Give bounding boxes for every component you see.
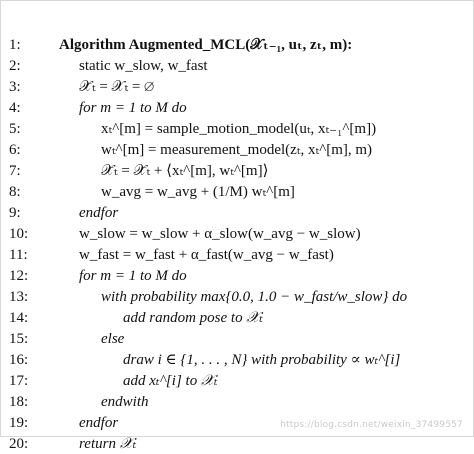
line-number-9: 9: xyxy=(9,205,21,221)
line-number-7: 7: xyxy=(9,163,21,179)
line-number-4: 4: xyxy=(9,100,21,116)
code-line-7: 𝒳̄ₜ = 𝒳̄ₜ + ⟨xₜ^[m], wₜ^[m]⟩ xyxy=(101,163,269,179)
code-line-14: add random pose to 𝒳ₜ xyxy=(123,310,263,326)
line-number-13: 13: xyxy=(9,289,29,305)
line-number-16: 16: xyxy=(9,352,29,368)
line-number-3: 3: xyxy=(9,79,21,95)
code-line-9: endfor xyxy=(79,205,119,221)
code-line-18: endwith xyxy=(101,394,149,410)
line-number-10: 10: xyxy=(9,226,29,242)
code-line-11: w_fast = w_fast + α_fast(w_avg − w_fast) xyxy=(79,247,334,263)
code-line-3: 𝒳̄ₜ = 𝒳ₜ = ∅ xyxy=(79,79,155,95)
line-number-1: 1: xyxy=(9,37,21,53)
line-number-5: 5: xyxy=(9,121,21,137)
code-line-5: xₜ^[m] = sample_motion_model(uₜ, xₜ₋₁^[m]) xyxy=(101,121,377,137)
code-line-17: add xₜ^[i] to 𝒳ₜ xyxy=(123,373,218,389)
code-line-20: return 𝒳ₜ xyxy=(79,436,137,452)
code-line-6: wₜ^[m] = measurement_model(zₜ, xₜ^[m], m) xyxy=(101,142,373,158)
line-number-8: 8: xyxy=(9,184,21,200)
code-line-8: w_avg = w_avg + (1/M) wₜ^[m] xyxy=(101,184,295,200)
line-number-12: 12: xyxy=(9,268,29,284)
line-number-14: 14: xyxy=(9,310,29,326)
line-number-15: 15: xyxy=(9,331,29,347)
code-line-4: for m = 1 to M do xyxy=(79,100,187,116)
line-number-19: 19: xyxy=(9,415,29,431)
line-number-17: 17: xyxy=(9,373,29,389)
code-line-12: for m = 1 to M do xyxy=(79,268,187,284)
code-line-15: else xyxy=(101,331,125,347)
line-number-18: 18: xyxy=(9,394,29,410)
line-number-6: 6: xyxy=(9,142,21,158)
line-number-2: 2: xyxy=(9,58,21,74)
code-line-10: w_slow = w_slow + α_slow(w_avg − w_slow) xyxy=(79,226,361,242)
code-line-13: with probability max{0.0, 1.0 − w_fast/w_slow} do xyxy=(101,289,408,305)
algorithm-title: Algorithm Augmented_MCL(𝒳ₜ₋₁, uₜ, zₜ, m): xyxy=(59,37,353,53)
code-line-19: endfor xyxy=(79,415,119,431)
line-number-20: 20: xyxy=(9,436,29,452)
watermark: https://blog.csdn.net/weixin_37499557 xyxy=(280,420,463,430)
line-number-11: 11: xyxy=(9,247,28,263)
code-line-16: draw i ∈ {1, . . . , N} with probability ∝ wₜ^[i] xyxy=(123,352,401,368)
code-line-2: static w_slow, w_fast xyxy=(79,58,208,74)
